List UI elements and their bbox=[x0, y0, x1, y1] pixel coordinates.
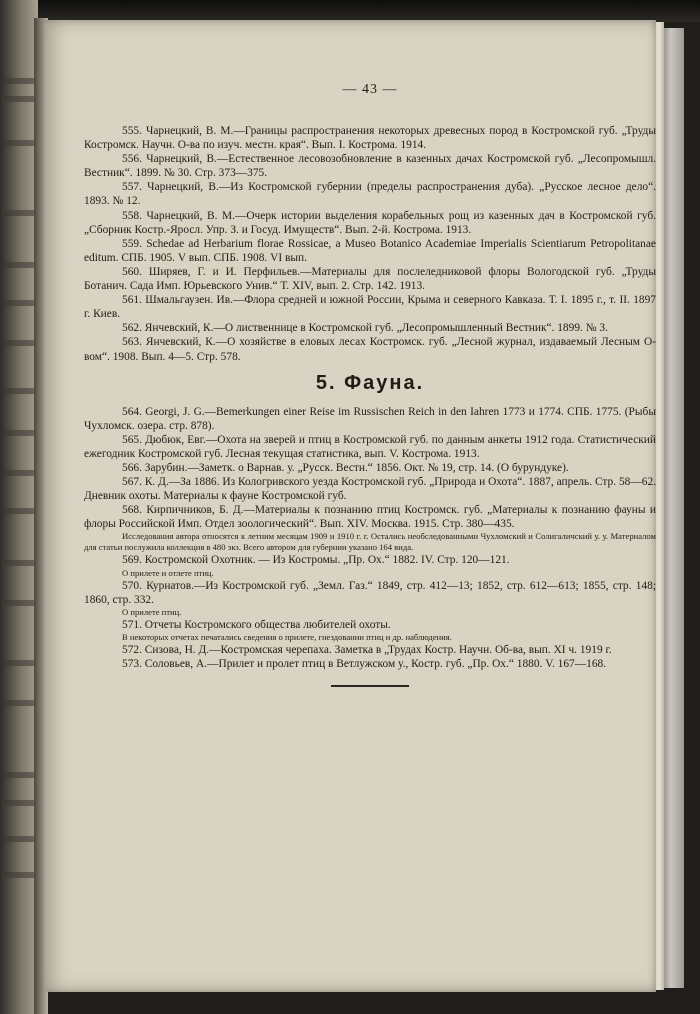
book-page bbox=[44, 20, 656, 992]
bibliography-entry: 572. Сизова, Н. Д.—Костромская черепаха. Заметка в „Трудах Костр. Научн. Об-ва, вып. XI ч. 1919 г. bbox=[122, 643, 612, 656]
bibliography-entry: 562. Янчевский, К.—О лиственнице в Костромской губ. „Лесопромышленный Вестник“. 1899. № 3. bbox=[122, 322, 608, 335]
bibliography-entry: 555. Чарнецкий, В. М.—Границы распространения некоторых древесных пород в Костромской губ. „Труды Костромск. Научн. О-ва по изуч. местн. края“. Вып. I. Кострома. 1914. bbox=[84, 125, 656, 152]
entry-note: В некоторых отчетах печатались сведения о прилете, гнездовании птиц и др. наблюдения. bbox=[122, 631, 452, 642]
entries-fauna bbox=[84, 405, 656, 671]
bibliography-entry: 556. Чарнецкий, В.—Естественное лесовозобновление в казенных дачах Костромской губ. „Лесопромышл. Вестник“. 1899. № 30. Стр. 373—375. bbox=[84, 153, 656, 180]
bibliography-entry: 568. Кирпичников, Б. Д.—Материалы к познанию птиц Костромск. губ. „Материалы к познанию фауны и флоры Российской Имп. Отдел зоологический“. Вып. XIV. Москва. 1915. Стр. 380—435. bbox=[84, 504, 656, 531]
facing-page-edge bbox=[0, 0, 38, 1014]
bibliography-entry: 558. Чарнецкий, В. М.—Очерк истории выделения корабельных рощ из казенных дач в Костромской губ. „Сборник Костр.-Яросл. Упр. З. и Госуд. Имуществ“. Вып. 2-й. Кострома. 1913. bbox=[84, 209, 656, 236]
page-number: — 43 — bbox=[342, 82, 398, 97]
end-rule bbox=[331, 685, 409, 687]
bibliography-entry: 566. Зарубин.—Заметк. о Варнав. у. „Русск. Вестн.“ 1856. Окт. № 19, стр. 14. (О бурундуке). bbox=[122, 461, 569, 474]
page-stack-edge bbox=[662, 28, 684, 988]
bibliography-entry: 561. Шмальгаузен. Ив.—Флора средней и южной России, Крыма и северного Кавказа. Т. I. 1895 г., т. II. 1897 г. Киев. bbox=[84, 294, 656, 321]
entry-note: О прилете птиц. bbox=[122, 606, 182, 617]
entry-note: О прилете и отлете птиц. bbox=[122, 567, 214, 578]
bibliography-entry: 573. Соловьев, А.—Прилет и пролет птиц в Ветлужском у., Костр. губ. „Пр. Ох.“ 1880. V. 167—168. bbox=[122, 657, 607, 670]
bibliography-entry: 565. Дюбюк, Евг.—Охота на зверей и птиц в Костромской губ. по данным анкеты 1912 года. Статистический ежегодник Костромской губ. Лесная текущая статистика, вып. V. Кострома. 1913. bbox=[84, 433, 656, 460]
bibliography-entry: 567. К. Д.—За 1886. Из Кологривского уезда Костромской губ. „Природа и Охота“. 1887, апрель. Стр. 58—62. Дневник охоты. Материалы к фауне Костромской губ. bbox=[84, 476, 656, 503]
bibliography-entry: 560. Ширяев, Г. и И. Перфильев.—Материалы для послеледниковой флоры Вологодской губ. „Труды Ботанич. Сада Имп. Юрьевского Унив.“ Т. XIV, вып. 2. Стр. 142. 1913. bbox=[84, 265, 656, 293]
bibliography-entry: 571. Отчеты Костромского общества любителей охоты. bbox=[122, 618, 391, 631]
bibliography-entry: 564. Georgi, J. G.—Bemerkungen einer Reise im Russischen Reich in den Iahren 1773 и 1774. СПБ. 1775. (Рыбы Чухломск. озера. стр. 878). bbox=[84, 405, 656, 432]
bibliography-entry: 559. Schedae ad Herbarium florae Rossicae, a Museo Botanico Academiae Imperialis Scientiarum Petropolitanae editum. СПБ. 1905. V вып. СПБ. 1908. VI вып. bbox=[84, 237, 656, 264]
bibliography-entry: 557. Чарнецкий, В.—Из Костромской губернии (пределы распространения дуба). „Русское лесное дело“. 1893. № 12. bbox=[84, 181, 656, 208]
bibliography-entry: 570. Курнатов.—Из Костромской губ. „Земл. Газ.“ 1849, стр. 412—13; 1852, стр. 612—613; 1855, стр. 148; 1860, стр. 332. bbox=[84, 579, 656, 606]
bibliography-entry: 563. Янчевский, К.—О хозяйстве в еловых лесах Костромск. губ. „Лесной журнал, издаваемый Лесным О-вом“. 1908. Вып. 4—5. Стр. 578. bbox=[84, 336, 656, 363]
top-shadow bbox=[0, 0, 700, 22]
bibliography bbox=[84, 124, 656, 687]
bibliography-entry: 569. Костромской Охотник. — Из Костромы. „Пр. Ох.“ 1882. IV. Стр. 120—121. bbox=[122, 554, 510, 567]
section-heading: 5. Фауна. bbox=[315, 371, 425, 394]
entry-note: Исследования автора относятся к летним месяцам 1909 и 1910 г. г. Остались необследованными Чухломский и Солигаличский у. у. Материалом для статьи послужила коллекция в 480 экз. Всего автором для губернии указано 164 вида. bbox=[84, 531, 656, 553]
entries-top bbox=[84, 124, 656, 364]
